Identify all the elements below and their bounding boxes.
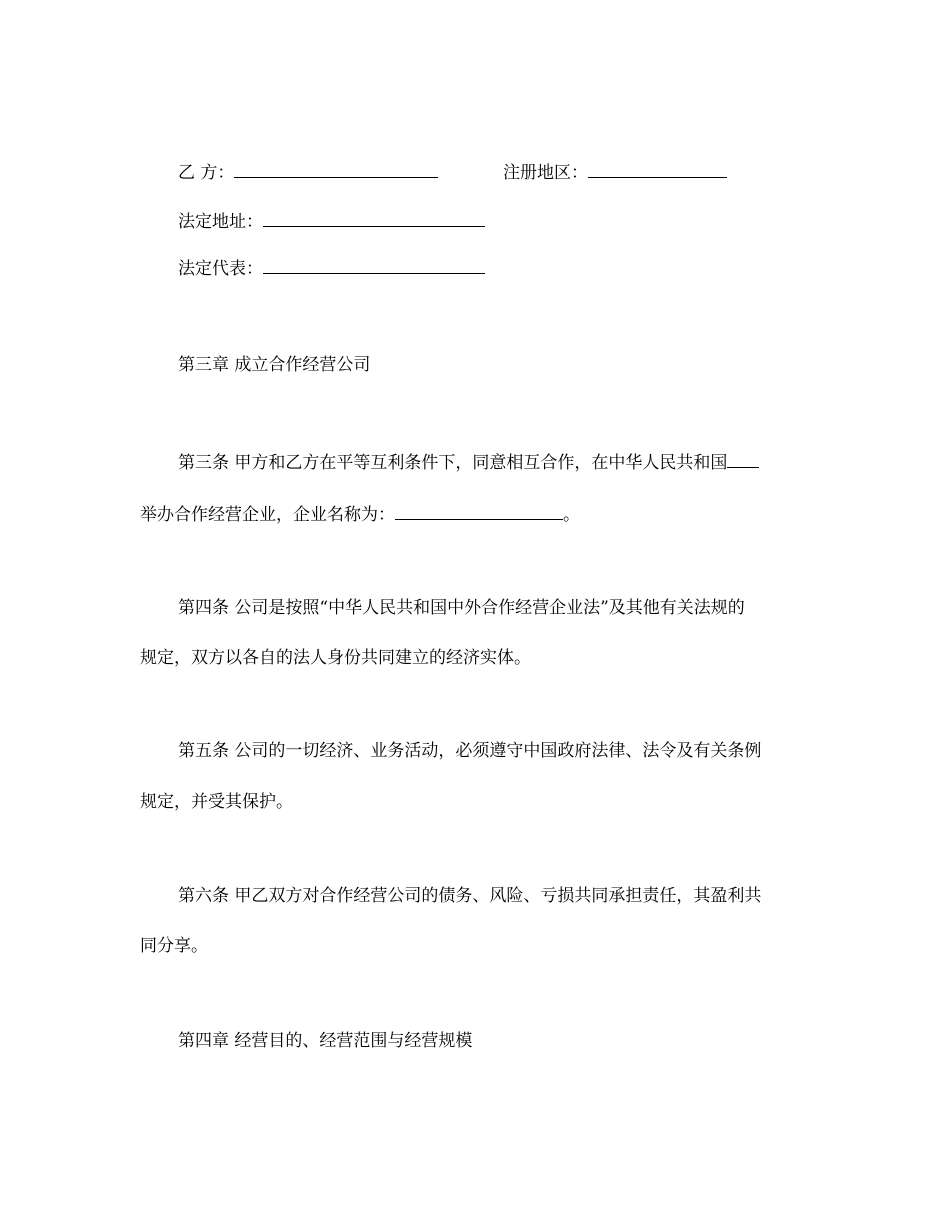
legal-representative-blank[interactable]: [263, 258, 485, 274]
party-b-blank[interactable]: [234, 162, 438, 178]
article-3-location-blank[interactable]: [727, 452, 759, 468]
company-name-blank[interactable]: [395, 504, 563, 520]
chapter-4-title: 第四章 经营目的、经营范围与经营规模: [178, 1031, 473, 1051]
article-4-line-1: 第四条 公司是按照“中华人民共和国中外合作经营企业法”及其他有关法规的: [178, 598, 745, 618]
legal-address-blank[interactable]: [263, 211, 485, 227]
article-3-line-1: [178, 452, 759, 474]
party-b-label: 乙 方：: [178, 163, 235, 183]
party-b-line: [178, 162, 438, 184]
article-6-line-1: 第六条 甲乙双方对合作经营公司的债务、风险、亏损共同承担责任，其盈利共: [178, 886, 762, 906]
legal-representative-line: [178, 258, 485, 280]
legal-address-line: [178, 211, 485, 233]
registration-region-line: [503, 162, 727, 184]
registration-region-blank[interactable]: [588, 162, 727, 178]
article-3-text-2: 举办合作经营企业，企业名称为：: [140, 505, 395, 525]
article-4-line-2: 规定，双方以各自的法人身份共同建立的经济实体。: [140, 648, 531, 668]
chapter-3-title: 第三章 成立合作经营公司: [178, 355, 371, 375]
legal-address-label: 法定地址：: [178, 212, 263, 232]
article-3-period: 。: [563, 505, 580, 525]
article-5-line-1: 第五条 公司的一切经济、业务活动，必须遵守中国政府法律、法令及有关条例: [178, 741, 762, 761]
article-3-text-1: 第三条 甲方和乙方在平等互利条件下，同意相互合作，在中华人民共和国: [178, 453, 728, 473]
registration-region-label: 注册地区：: [503, 163, 588, 183]
article-6-line-2: 同分享。: [140, 936, 208, 956]
article-3-line-2: [140, 504, 580, 526]
legal-representative-label: 法定代表：: [178, 259, 263, 279]
article-5-line-2: 规定，并受其保护。: [140, 792, 293, 812]
